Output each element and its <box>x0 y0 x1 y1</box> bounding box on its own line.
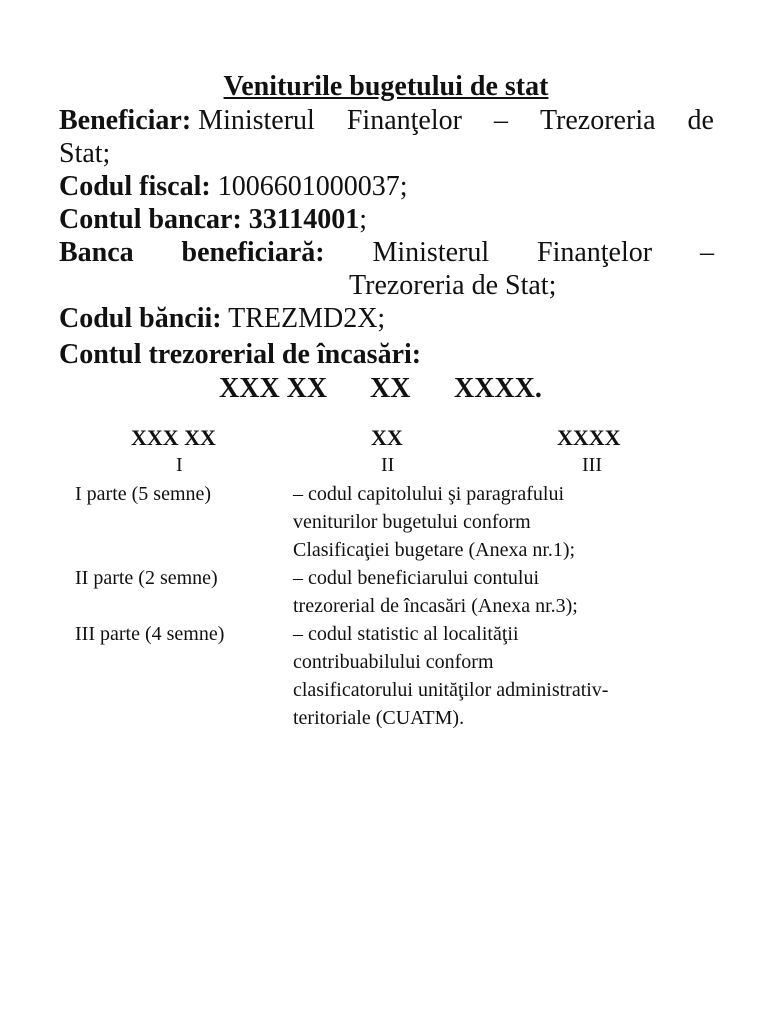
description-line: Clasificaţiei bugetare (Anexa nr.1); <box>293 539 576 561</box>
banca-line <box>59 236 714 269</box>
cod-fiscal-line <box>59 170 714 203</box>
banca-word: – <box>699 237 714 268</box>
banca-label-word: beneficiară: <box>181 237 325 268</box>
table-header-3: XXXX <box>557 425 621 450</box>
table-roman-3: III <box>582 454 602 476</box>
cod-banca-value: TREZMD2X; <box>228 303 386 334</box>
cont-trezorerial-label: Contul trezorerial de încasări: <box>59 339 422 370</box>
banca-word: Finanţelor <box>537 237 653 268</box>
table-header-2: XX <box>371 425 403 450</box>
table-row-label: III parte (4 semne) <box>75 623 225 645</box>
beneficiar-line <box>59 104 714 137</box>
description-line: – codul statistic al localităţii <box>293 623 519 645</box>
page-title: Veniturile bugetului de stat <box>223 71 549 102</box>
description-line: contribuabilului conform <box>293 651 494 673</box>
cont-bancar-suffix: ; <box>359 204 368 235</box>
beneficiar-word: Ministerul <box>198 105 315 136</box>
banca-label-word: Banca <box>59 237 134 268</box>
banca-word: Ministerul <box>372 237 490 268</box>
table-row-description <box>293 480 713 564</box>
cont-bancar-label: Contul bancar: <box>59 204 242 235</box>
table-row-label: I parte (5 semne) <box>75 483 212 505</box>
table-header-1: XXX XX <box>131 425 216 450</box>
beneficiar-label: Beneficiar: <box>59 105 192 136</box>
cont-bancar-line <box>59 203 714 236</box>
beneficiar-word: Finanţelor <box>346 105 462 136</box>
cod-banca-line <box>59 302 714 335</box>
beneficiar-continuation: Stat; <box>59 138 111 169</box>
table-row-label: II parte (2 semne) <box>75 567 218 589</box>
description-line: – codul capitolului şi paragrafului <box>293 483 565 505</box>
description-line: trezorerial de încasări (Anexa nr.3); <box>293 595 578 617</box>
description-line: clasificatorului unităţilor administrativ- <box>293 679 609 701</box>
cod-fiscal-value: 1006601000037; <box>217 171 408 202</box>
description-line: teritoriale (CUATM). <box>293 707 465 729</box>
code-part-1: XXX XX <box>219 373 328 404</box>
description-line: veniturilor bugetului conform <box>293 511 531 533</box>
beneficiar-word: de <box>687 105 714 136</box>
cod-fiscal-label: Codul fiscal: <box>59 171 211 202</box>
banca-continuation: Trezoreria de Stat; <box>349 270 557 301</box>
beneficiar-word: – <box>493 105 508 136</box>
table-roman-1: I <box>176 454 183 476</box>
cod-banca-label: Codul băncii: <box>59 303 222 334</box>
description-line: – codul beneficiarului contului <box>293 567 540 589</box>
table-row-description <box>293 564 713 620</box>
table-roman-2: II <box>381 454 395 476</box>
code-part-2: XX <box>370 373 411 404</box>
beneficiar-word: Trezoreria <box>539 105 656 136</box>
cont-bancar-value: 33114001 <box>248 204 360 235</box>
table-row-description <box>293 620 713 732</box>
code-part-3: XXXX. <box>454 373 542 404</box>
